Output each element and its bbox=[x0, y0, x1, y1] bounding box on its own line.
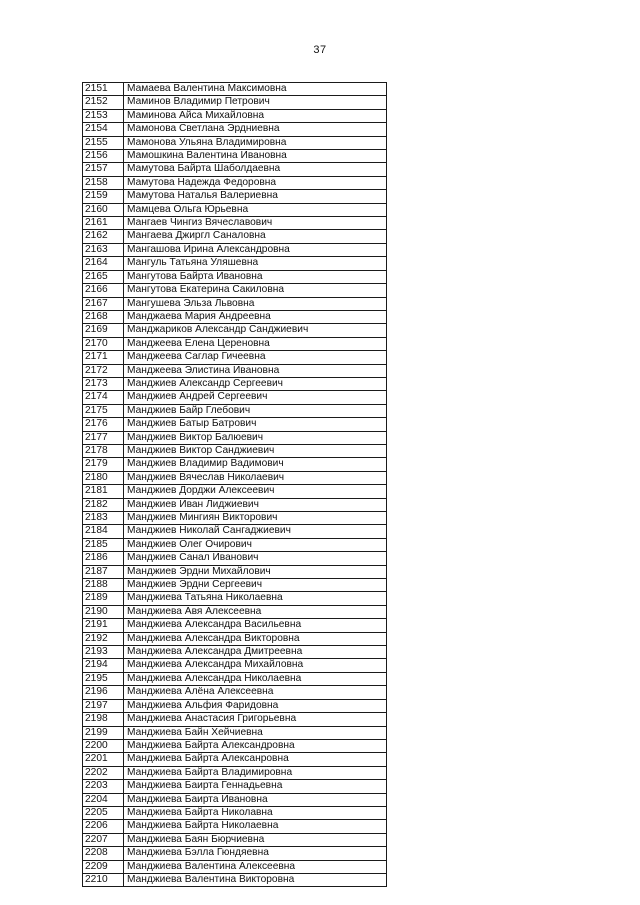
row-number: 2178 bbox=[83, 444, 124, 457]
person-name: Манджиева Байн Хейчиевна bbox=[124, 726, 387, 739]
table-row bbox=[83, 766, 387, 779]
row-number: 2208 bbox=[83, 847, 124, 860]
table-row bbox=[83, 404, 387, 417]
row-number: 2153 bbox=[83, 109, 124, 122]
person-name: Мангушева Эльза Львовна bbox=[124, 297, 387, 310]
person-name: Манджиева Валентина Алексеевна bbox=[124, 860, 387, 873]
person-name: Мамаева Валентина Максимовна bbox=[124, 83, 387, 96]
person-name: Манджиев Иван Лиджиевич bbox=[124, 498, 387, 511]
person-name: Манджиев Батыр Батрович bbox=[124, 418, 387, 431]
row-number: 2203 bbox=[83, 780, 124, 793]
row-number: 2177 bbox=[83, 431, 124, 444]
table-row bbox=[83, 619, 387, 632]
table-row bbox=[83, 310, 387, 323]
row-number: 2181 bbox=[83, 485, 124, 498]
person-name: Манджиев Александр Сергеевич bbox=[124, 377, 387, 390]
person-name: Манджиева Анастасия Григорьевна bbox=[124, 713, 387, 726]
names-table bbox=[82, 82, 387, 887]
row-number: 2193 bbox=[83, 646, 124, 659]
table-row bbox=[83, 485, 387, 498]
table-row bbox=[83, 833, 387, 846]
person-name: Мамцева Ольга Юрьевна bbox=[124, 203, 387, 216]
person-name: Манджиева Байрта Николавна bbox=[124, 806, 387, 819]
row-number: 2175 bbox=[83, 404, 124, 417]
table-row bbox=[83, 646, 387, 659]
table-row bbox=[83, 123, 387, 136]
person-name: Манджиева Алёна Алексеевна bbox=[124, 686, 387, 699]
table-row bbox=[83, 525, 387, 538]
row-number: 2209 bbox=[83, 860, 124, 873]
table-row bbox=[83, 109, 387, 122]
row-number: 2183 bbox=[83, 512, 124, 525]
table-row bbox=[83, 458, 387, 471]
row-number: 2154 bbox=[83, 123, 124, 136]
row-number: 2171 bbox=[83, 351, 124, 364]
table-row bbox=[83, 605, 387, 618]
row-number: 2168 bbox=[83, 310, 124, 323]
table-row bbox=[83, 230, 387, 243]
row-number: 2205 bbox=[83, 806, 124, 819]
table-row bbox=[83, 243, 387, 256]
row-number: 2155 bbox=[83, 136, 124, 149]
person-name: Манджариков Александр Санджиевич bbox=[124, 324, 387, 337]
row-number: 2161 bbox=[83, 217, 124, 230]
person-name: Манджиева Валентина Викторовна bbox=[124, 873, 387, 886]
row-number: 2198 bbox=[83, 713, 124, 726]
row-number: 2180 bbox=[83, 471, 124, 484]
person-name: Манджиев Виктор Балюевич bbox=[124, 431, 387, 444]
table-row bbox=[83, 632, 387, 645]
table-row bbox=[83, 552, 387, 565]
row-number: 2195 bbox=[83, 672, 124, 685]
row-number: 2157 bbox=[83, 163, 124, 176]
table-row bbox=[83, 512, 387, 525]
row-number: 2201 bbox=[83, 753, 124, 766]
person-name: Манджиев Олег Очирович bbox=[124, 538, 387, 551]
table-row bbox=[83, 592, 387, 605]
row-number: 2207 bbox=[83, 833, 124, 846]
table-row bbox=[83, 391, 387, 404]
names-table-container bbox=[82, 82, 386, 887]
table-row bbox=[83, 820, 387, 833]
person-name: Манджиева Бэлла Гюндяевна bbox=[124, 847, 387, 860]
person-name: Мангутова Байрта Ивановна bbox=[124, 270, 387, 283]
person-name: Манджиева Александра Васильевна bbox=[124, 619, 387, 632]
table-row bbox=[83, 324, 387, 337]
table-row bbox=[83, 337, 387, 350]
row-number: 2156 bbox=[83, 150, 124, 163]
row-number: 2179 bbox=[83, 458, 124, 471]
row-number: 2160 bbox=[83, 203, 124, 216]
table-row bbox=[83, 699, 387, 712]
person-name: Манджеева Саглар Гичеевна bbox=[124, 351, 387, 364]
table-row bbox=[83, 565, 387, 578]
table-row bbox=[83, 203, 387, 216]
row-number: 2159 bbox=[83, 190, 124, 203]
person-name: Манджиева Баирта Геннадьевна bbox=[124, 780, 387, 793]
table-row bbox=[83, 538, 387, 551]
row-number: 2170 bbox=[83, 337, 124, 350]
names-table-body bbox=[83, 83, 387, 887]
table-row bbox=[83, 471, 387, 484]
person-name: Манджиева Альфия Фаридовна bbox=[124, 699, 387, 712]
person-name: Манджиев Эрдни Михайлович bbox=[124, 565, 387, 578]
row-number: 2169 bbox=[83, 324, 124, 337]
table-row bbox=[83, 364, 387, 377]
person-name: Манджеева Элистина Ивановна bbox=[124, 364, 387, 377]
table-row bbox=[83, 726, 387, 739]
row-number: 2210 bbox=[83, 873, 124, 886]
table-row bbox=[83, 444, 387, 457]
table-row bbox=[83, 163, 387, 176]
row-number: 2167 bbox=[83, 297, 124, 310]
table-row bbox=[83, 257, 387, 270]
person-name: Манджиев Андрей Сергеевич bbox=[124, 391, 387, 404]
row-number: 2165 bbox=[83, 270, 124, 283]
table-row bbox=[83, 83, 387, 96]
person-name: Мамонова Светлана Эрдниевна bbox=[124, 123, 387, 136]
row-number: 2176 bbox=[83, 418, 124, 431]
person-name: Манджиева Александра Николаевна bbox=[124, 672, 387, 685]
row-number: 2197 bbox=[83, 699, 124, 712]
table-row bbox=[83, 686, 387, 699]
person-name: Манджиев Байр Глебович bbox=[124, 404, 387, 417]
person-name: Мамутова Байрта Шаболдаевна bbox=[124, 163, 387, 176]
row-number: 2172 bbox=[83, 364, 124, 377]
person-name: Манджиев Санал Иванович bbox=[124, 552, 387, 565]
person-name: Мангутова Екатерина Сакиловна bbox=[124, 284, 387, 297]
page-number: 37 bbox=[313, 44, 327, 56]
person-name: Манджаева Мария Андреевна bbox=[124, 310, 387, 323]
person-name: Манджиева Байрта Владимировна bbox=[124, 766, 387, 779]
row-number: 2202 bbox=[83, 766, 124, 779]
row-number: 2191 bbox=[83, 619, 124, 632]
person-name: Мамошкина Валентина Ивановна bbox=[124, 150, 387, 163]
row-number: 2190 bbox=[83, 605, 124, 618]
table-row bbox=[83, 659, 387, 672]
person-name: Маминова Айса Михайловна bbox=[124, 109, 387, 122]
table-row bbox=[83, 150, 387, 163]
table-row bbox=[83, 418, 387, 431]
table-row bbox=[83, 780, 387, 793]
table-row bbox=[83, 284, 387, 297]
row-number: 2187 bbox=[83, 565, 124, 578]
table-row bbox=[83, 377, 387, 390]
table-row bbox=[83, 96, 387, 109]
row-number: 2204 bbox=[83, 793, 124, 806]
table-row bbox=[83, 431, 387, 444]
row-number: 2152 bbox=[83, 96, 124, 109]
person-name: Манджиев Вячеслав Николаевич bbox=[124, 471, 387, 484]
table-row bbox=[83, 672, 387, 685]
table-row bbox=[83, 739, 387, 752]
person-name: Манджиева Баян Бюрчиевна bbox=[124, 833, 387, 846]
person-name: Манджиев Николай Сангаджиевич bbox=[124, 525, 387, 538]
person-name: Манджиев Виктор Санджиевич bbox=[124, 444, 387, 457]
person-name: Манджиева Александра Михайловна bbox=[124, 659, 387, 672]
table-row bbox=[83, 190, 387, 203]
table-row bbox=[83, 217, 387, 230]
table-row bbox=[83, 297, 387, 310]
row-number: 2196 bbox=[83, 686, 124, 699]
person-name: Манджиев Владимир Вадимович bbox=[124, 458, 387, 471]
row-number: 2185 bbox=[83, 538, 124, 551]
person-name: Манджиева Байрта Алексанровна bbox=[124, 753, 387, 766]
row-number: 2192 bbox=[83, 632, 124, 645]
row-number: 2194 bbox=[83, 659, 124, 672]
table-row bbox=[83, 753, 387, 766]
table-row bbox=[83, 579, 387, 592]
row-number: 2173 bbox=[83, 377, 124, 390]
person-name: Мамонова Ульяна Владимировна bbox=[124, 136, 387, 149]
person-name: Манджиева Байрта Александровна bbox=[124, 739, 387, 752]
row-number: 2186 bbox=[83, 552, 124, 565]
person-name: Маминов Владимир Петрович bbox=[124, 96, 387, 109]
table-row bbox=[83, 847, 387, 860]
person-name: Мангаев Чингиз Вячеславович bbox=[124, 217, 387, 230]
person-name: Мамутова Надежда Федоровна bbox=[124, 176, 387, 189]
table-row bbox=[83, 806, 387, 819]
row-number: 2206 bbox=[83, 820, 124, 833]
person-name: Мангаева Джиргл Саналовна bbox=[124, 230, 387, 243]
table-row bbox=[83, 136, 387, 149]
person-name: Мамутова Наталья Валериевна bbox=[124, 190, 387, 203]
person-name: Манджиев Эрдни Сергеевич bbox=[124, 579, 387, 592]
row-number: 2174 bbox=[83, 391, 124, 404]
person-name: Манджиева Байрта Николаевна bbox=[124, 820, 387, 833]
table-row bbox=[83, 351, 387, 364]
person-name: Мангуль Татьяна Уляшевна bbox=[124, 257, 387, 270]
person-name: Мангашова Ирина Александровна bbox=[124, 243, 387, 256]
row-number: 2184 bbox=[83, 525, 124, 538]
row-number: 2151 bbox=[83, 83, 124, 96]
row-number: 2189 bbox=[83, 592, 124, 605]
person-name: Манджиева Александра Викторовна bbox=[124, 632, 387, 645]
person-name: Манджеева Елена Цереновна bbox=[124, 337, 387, 350]
table-row bbox=[83, 873, 387, 886]
person-name: Манджиев Мингиян Викторович bbox=[124, 512, 387, 525]
person-name: Манджиева Авя Алексеевна bbox=[124, 605, 387, 618]
person-name: Манджиева Александра Дмитреевна bbox=[124, 646, 387, 659]
person-name: Манджиев Дорджи Алексеевич bbox=[124, 485, 387, 498]
table-row bbox=[83, 176, 387, 189]
table-row bbox=[83, 860, 387, 873]
row-number: 2199 bbox=[83, 726, 124, 739]
row-number: 2158 bbox=[83, 176, 124, 189]
person-name: Манджиева Татьяна Николаевна bbox=[124, 592, 387, 605]
row-number: 2163 bbox=[83, 243, 124, 256]
table-row bbox=[83, 793, 387, 806]
row-number: 2164 bbox=[83, 257, 124, 270]
row-number: 2166 bbox=[83, 284, 124, 297]
row-number: 2200 bbox=[83, 739, 124, 752]
table-row bbox=[83, 270, 387, 283]
row-number: 2182 bbox=[83, 498, 124, 511]
row-number: 2188 bbox=[83, 579, 124, 592]
table-row bbox=[83, 498, 387, 511]
table-row bbox=[83, 713, 387, 726]
row-number: 2162 bbox=[83, 230, 124, 243]
person-name: Манджиева Баирта Ивановна bbox=[124, 793, 387, 806]
